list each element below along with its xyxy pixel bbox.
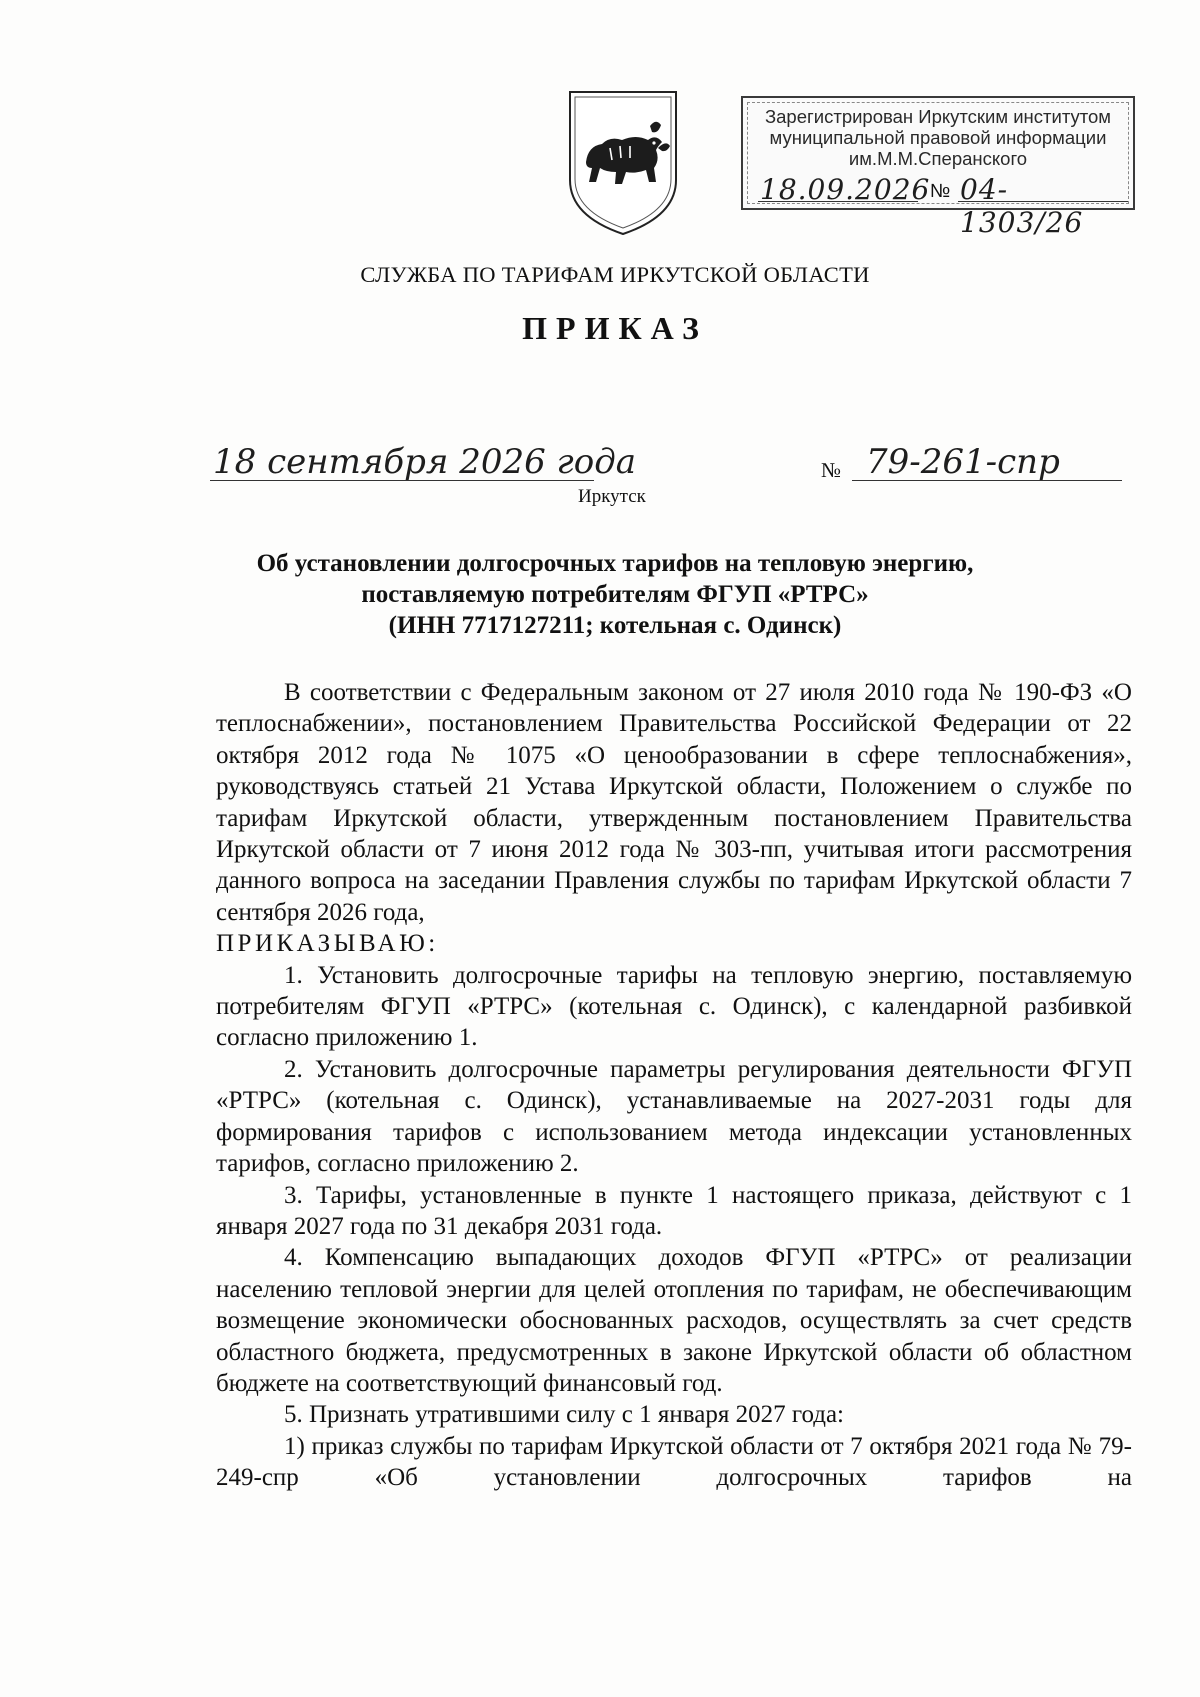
stamp-line-1: Зарегистрирован Иркутским институтом	[764, 106, 1112, 127]
stamp-registration-number: 04-1303/26	[960, 173, 1084, 239]
registration-stamp	[741, 96, 1135, 239]
order-item-5: 5. Признать утратившими силу с 1 января 2027 года:	[284, 1401, 844, 1429]
order-number: 79-261-спр	[866, 442, 1060, 482]
document-type-title: ПРИКАЗ	[522, 310, 708, 346]
stamp-number-underline	[958, 201, 1128, 202]
order-directive-word: ПРИКАЗЫВАЮ:	[216, 930, 439, 958]
agency-name: СЛУЖБА ПО ТАРИФАМ ИРКУТСКОЙ ОБЛАСТИ	[360, 262, 870, 287]
stamp-frame	[747, 102, 1129, 239]
coat-of-arms-emblem	[566, 88, 680, 236]
stamp-date-underline	[758, 201, 918, 202]
order-item-1: 1. Установить долгосрочные тарифы на тепловую энергию, поставляемую потребителям ФГУП «РТРС» (котельная с. Одинск), с календарной разбивкой согласно приложению 1.	[216, 961, 1132, 1052]
order-item-3: 3. Тарифы, установленные в пункте 1 настоящего приказа, действуют с 1 января 2027 года по 31 декабря 2031 года.	[216, 1181, 1132, 1240]
order-heading-line-1: Об установлении долгосрочных тарифов на тепловую энергию,	[256, 550, 974, 577]
stamp-number-label: №	[930, 181, 951, 202]
order-heading-line-3: (ИНН 7717127211; котельная с. Одинск)	[388, 612, 842, 639]
preamble-paragraph: В соответствии с Федеральным законом от 27 июля 2010 года № 190-ФЗ «О теплоснабжении», постановлением Правительства Российской Федерации от 22 октября 2012 года № 1075 «О ценообразовании в сфере теплоснабжения», руководствуясь статьей 21 Устава Иркутской области, Положением о службе по тарифам Иркутской области, утвержденным постановлением Правительства Иркутской области от 7 июня 2012 года № 303-пп, учитывая итоги рассмотрения данного вопроса на заседании Правления службы по тарифам Иркутской области 7 сентября 2026 года,	[216, 679, 1132, 926]
order-date-underline	[210, 480, 594, 481]
order-body	[216, 677, 1132, 1494]
stamp-registration-date: 18.09.2026	[760, 173, 931, 206]
stamp-registration-row	[748, 173, 1128, 239]
order-heading	[0, 548, 1200, 641]
order-item-4: 4. Компенсацию выпадающих доходов ФГУП «РТРС» от реализации населению тепловой энергии для целей отопления по тарифам, не обеспечивающим возмещение экономически обоснованных расходов, осуществлять за счет средств областного бюджета, предусмотренных в законе Иркутской области об областном бюджете на соответствующий финансовый год.	[216, 1244, 1132, 1397]
order-date: 18 сентября 2026 года	[213, 442, 637, 482]
order-city: Иркутск	[578, 486, 646, 507]
stamp-line-3: им.М.М.Сперанского	[848, 148, 1028, 169]
order-item-2: 2. Установить долгосрочные параметры регулирования деятельности ФГУП «РТРС» (котельная с. Одинск), устанавливаемые на 2027-2031 годы для формирования тарифов с использованием метода индексации установленных тарифов, согласно приложению 2.	[216, 1055, 1132, 1178]
order-subitem-1: 1) приказ службы по тарифам Иркутской области от 7 октября 2021 года № 79-249-спр «Об установлении долгосрочных тарифов на	[216, 1432, 1132, 1492]
order-number-label: №	[821, 458, 842, 482]
order-number-underline	[852, 480, 1122, 481]
stamp-line-2: муниципальной правовой информации	[769, 127, 1107, 148]
order-heading-line-2: поставляемую потребителям ФГУП «РТРС»	[361, 581, 869, 608]
